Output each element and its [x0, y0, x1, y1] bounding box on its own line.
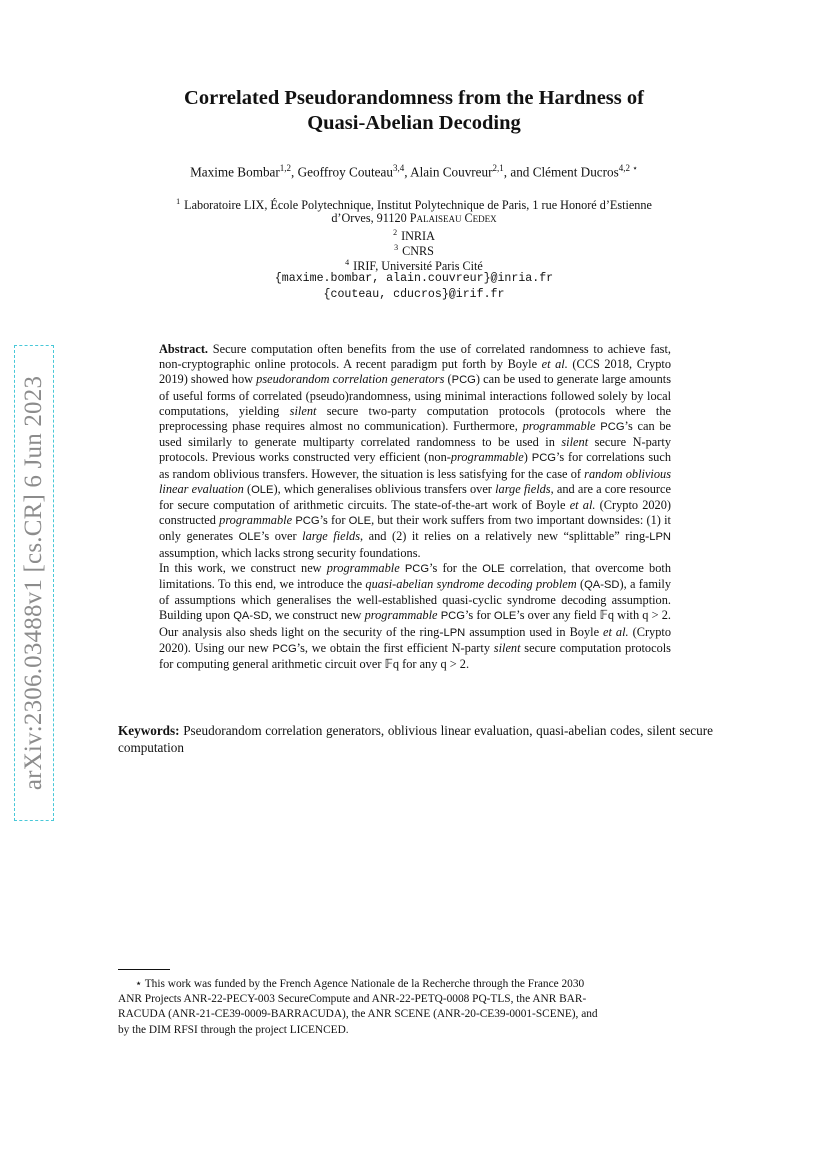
footnote-line-1 [118, 977, 713, 992]
keywords [118, 722, 713, 756]
author-separator: , [404, 164, 411, 180]
affiliation-text: CNRS [402, 244, 434, 259]
abstract-text: Secure computation often benefits from the use of correlated randomness to achieve fast, non-cryptographic online protocols. A recent paradigm put forth by Boyle et al. (CCS 2018, Crypto 2019) showed how pseudorandom correlation generators (PCG) can be used to generate large amounts of useful forms of correlated (pseudo)randomness, using minimal interactions followed solely by local computations, yielding silent secure two-party computation protocols (protocols where the preprocessing phase requires almost no communication). Furthermore, programmable PCG’s can be used similarly to generate multiparty correlated randomness to be used in silent secure N-party protocols. Previous works constructed very efficient (non-programmable) PCG’s for correlations such as random oblivious transfers. However, the situation is less satisfying for the case of random oblivious linear evaluation (OLE), which generalises oblivious transfers over large fields, and are a core resource for secure computation of arithmetic circuits. The state-of-the-art work of Boyle et al. (Crypto 2020) constructed programmable PCG’s for OLE, but their work suffers from two important downsides: (1) it only generates OLE’s over large fields, and (2) it relies on a relatively new “splittable” ring-LPN assumption, which lacks strong security foundations. [159, 342, 672, 560]
email-line-2[interactable]: {couteau, cducros}@irif.fr [323, 288, 505, 301]
author-affiliation-marker: 2,1 [492, 163, 504, 173]
footnote-text: This work was funded by the French Agence Nationale de la Recherche through the France 2030 [144, 978, 585, 990]
abstract-paragraph-1 [159, 342, 671, 561]
abstract [159, 342, 671, 672]
author-affiliation-marker: 3,4 [392, 163, 405, 173]
footnote-mark: ⋆ [135, 978, 143, 990]
author-list [0, 163, 828, 180]
affiliation-text: INRIA [401, 229, 435, 244]
affiliation-number: 4 [345, 258, 350, 267]
paper-title [0, 86, 828, 136]
affiliation-number: 3 [394, 243, 399, 252]
title-line-2: Quasi-Abelian Decoding [307, 112, 521, 134]
abstract-text-2: In this work, we construct new programmable PCG’s for the OLE correlation, that overcome both limitations. To this end, we introduce the quasi-abelian syndrome decoding problem (QA-SD), a family of assumptions which generalises the well-established quasi-cyclic syndrome decoding assumption. Building upon QA-SD, we construct new programmable PCG’s for OLE’s over any field 𝔽q with q > 2. Our analysis also sheds light on the security of the ring-LPN assumption used in Boyle et al. (Crypto 2020). Using our new PCG’s, we obtain the first efficient N-party silent secure computation protocols for computing general arithmetic circuit over 𝔽q for any q > 2. [159, 560, 672, 672]
affiliation-text: d’Orves, 91120 [331, 211, 410, 225]
affiliation-number: 1 [176, 197, 181, 206]
author-affiliation-marker: 1,2 [279, 163, 292, 173]
footnote-rule [118, 969, 170, 970]
author-name: Alain Couvreur [410, 164, 493, 180]
footnote-line-4: by the DIM RFSI through the project LICENCED. [118, 1023, 349, 1036]
author-name: Clément Ducros [532, 164, 619, 180]
author-name: Geoffroy Couteau [297, 164, 393, 180]
arxiv-stamp[interactable] [14, 345, 54, 821]
affiliation-1-cont [0, 210, 828, 226]
affiliation-city: Palaiseau Cedex [409, 211, 497, 225]
affiliation-text: Laboratoire LIX, École Polytechnique, Institut Polytechnique de Paris, 1 rue Honoré d’Estienne [184, 198, 652, 213]
footnote [118, 977, 713, 1038]
abstract-label: Abstract. [159, 342, 209, 356]
footnote-line-2: ANR Projects ANR-22-PECY-003 SecureCompute and ANR-22-PETQ-0008 PQ-TLS, the ANR BAR- [118, 993, 587, 1006]
author-name: Maxime Bombar [190, 164, 280, 180]
keywords-label: Keywords: [118, 723, 180, 738]
abstract-paragraph-2 [159, 561, 671, 672]
author-separator: , and [503, 164, 533, 180]
author-affiliation-marker: 4,2 ⋆ [618, 163, 638, 173]
arxiv-identifier: arXiv:2306.03488v1 [cs.CR] 6 Jun 2023 [20, 375, 47, 791]
affiliation-text: IRIF, Université Paris Cité [353, 259, 483, 274]
footnote-line-3: RACUDA (ANR-21-CE39-0009-BARRACUDA), the ANR SCENE (ANR-20-CE39-0001-SCENE), and [118, 1008, 598, 1021]
affiliation-number: 2 [393, 228, 398, 237]
email-line-1[interactable]: {maxime.bombar, alain.couvreur}@inria.fr [274, 272, 554, 285]
author-separator: , [291, 164, 298, 180]
title-line-1: Correlated Pseudorandomness from the Hardness of [184, 87, 644, 109]
keywords-text: Pseudorandom correlation generators, oblivious linear evaluation, quasi-abelian codes, silent secure computation [118, 723, 713, 755]
